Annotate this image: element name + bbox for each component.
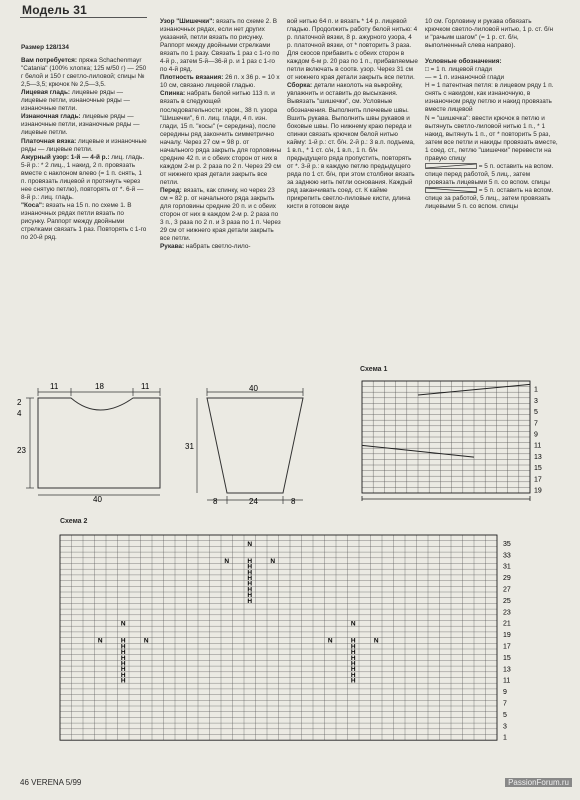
- schema-1-row-number: 15: [534, 465, 542, 473]
- lace-text: лиц. гладь. 5-й р.: * 2 лиц., 1 накид, 2 п. провязать вместе с наклоном влево (= 1 п. снять, 1 п. провязать лицевой и протянуть через нее снятую петлю), повторять от *. 6-й — 8-й р.: лиц. гладь.: [21, 153, 145, 201]
- schema-2-row-number: 3: [503, 723, 507, 731]
- patent-stitch-symbol: H: [350, 666, 356, 674]
- schema-2-row-number: 13: [503, 666, 511, 674]
- sleeve-label: Рукава:: [160, 243, 185, 251]
- cable-text: вязать на 15 п. по схеме 1. В изнаночных рядах петли вязать по рисунку. Раппорт между двойными стрелками связать 1 раз. Повторять с 1-го по 20-й ряд.: [21, 201, 147, 242]
- patent-stitch-symbol: H: [120, 637, 126, 645]
- patent-stitch-symbol: H: [350, 677, 356, 685]
- bobble-symbol: N: [373, 637, 379, 645]
- schema-1-row-number: 19: [534, 487, 542, 495]
- sleeve-continued-text: вой нитью 64 п. и вязать * 14 р. лицевой гладью. Продолжить работу белой нитью: 4 р. платочной вязки, 8 р. ажурного узора, 4 р. платочной вязки, от * повторить 3 раза. Для скосов прибавить с обеих сторон в каждом 6-м р. 20 раз по 1 п., прибавляемые петли включать в соотв. узор. Через 31 см от нижнего края детали закрыть все петли.: [287, 18, 418, 82]
- body-dim-height: 23: [17, 446, 26, 455]
- schema-2-row-number: 23: [503, 609, 511, 617]
- assembly-label: Сборка:: [287, 82, 313, 90]
- page-footer: 46 VERENA 5/99: [20, 778, 82, 787]
- legend-title: Условные обозначения:: [425, 58, 502, 66]
- bobble-symbol: N: [97, 637, 103, 645]
- bobble-label: Узор "Шишечки":: [160, 18, 215, 25]
- patent-stitch-symbol: H: [247, 563, 253, 571]
- schema-2-row-number: 5: [503, 711, 507, 719]
- finishing-text: 10 см. Горловину и рукава обвязать крючком светло-лиловой нитью, 1 р. ст. б/н и "рачьим шагом" (= 1 р. ст. б/н, выполненный слева направо).: [425, 18, 553, 50]
- column-1: [21, 44, 148, 242]
- column-3: [287, 18, 418, 211]
- back-label: Спинка:: [160, 90, 186, 98]
- patent-stitch-symbol: H: [247, 597, 253, 605]
- schema-2-row-number: 31: [503, 563, 511, 571]
- patent-stitch-symbol: H: [350, 649, 356, 657]
- cable-front-symbol-icon: [425, 163, 477, 169]
- schema-2-row-number: 1: [503, 734, 507, 742]
- schema-2-row-number: 27: [503, 586, 511, 594]
- body-schematic: [15, 378, 180, 503]
- body-dim-4: 4: [17, 409, 22, 418]
- schema-2-row-number: 19: [503, 632, 511, 640]
- patent-stitch-symbol: H: [350, 654, 356, 662]
- legend-purl: — = 1 п. изнаночной глади: [425, 74, 505, 82]
- schema-2-row-number: 33: [503, 552, 511, 560]
- patent-stitch-symbol: H: [247, 569, 253, 577]
- column-2: [160, 18, 282, 251]
- schema-2-row-number: 17: [503, 643, 511, 651]
- site-watermark: PassionForum.ru: [505, 778, 572, 787]
- patent-stitch-symbol: H: [120, 654, 126, 662]
- body-outline: [38, 398, 160, 488]
- schema-1-row-number: 11: [534, 442, 542, 450]
- schema-2-chart: [20, 530, 560, 770]
- cable-back-symbol-icon: [425, 187, 477, 193]
- patent-stitch-symbol: H: [120, 643, 126, 651]
- patent-stitch-symbol: H: [247, 586, 253, 594]
- patent-stitch-symbol: H: [120, 677, 126, 685]
- schema-1-chart: [360, 376, 560, 501]
- schema-1-row-number: 17: [534, 476, 542, 484]
- patent-stitch-symbol: H: [350, 660, 356, 668]
- sleeve-dim-middle: 24: [249, 497, 258, 505]
- bobble-symbol: N: [327, 637, 333, 645]
- garter-label: Платочная вязка:: [21, 137, 77, 145]
- body-dim-width: 40: [93, 495, 102, 503]
- patent-stitch-symbol: H: [120, 671, 126, 679]
- patent-stitch-symbol: H: [350, 643, 356, 651]
- stockinette-label: Лицевая гладь:: [21, 89, 71, 97]
- garter-text: лицевые и изнаночные ряды — лицевые петли.: [21, 137, 147, 153]
- bobble-symbol: N: [120, 620, 126, 628]
- legend-bobble: N = "шишечка": ввести крючок в петлю и вытянуть светло-лиловой нитью 1 п., * 1 накид, вытянуть 1 п., от * повторить 5 раз, затем все петли и накиды провязать вместе, 1 соед. ст., петлю "шишечки" перевести на правую спицу: [425, 114, 558, 162]
- bobble-text: вязать по схеме 2. В изнаночных рядах, если нет других указаний, петли вязать по рисунку. Раппорт между двойными стрелками вязать по 1 разу. Связать 1 раз с 1-го по 4-й р., затем 5-й—36-й р. и 1 раз с 1-го по 4-й ряд.: [160, 18, 280, 74]
- schema-1-grid: [362, 381, 530, 493]
- schema-1-row-number: 3: [534, 397, 538, 405]
- patent-stitch-symbol: H: [247, 557, 253, 565]
- patent-stitch-symbol: H: [247, 580, 253, 588]
- patent-stitch-symbol: H: [120, 660, 126, 668]
- size-heading: Размер 128/134: [21, 44, 69, 51]
- materials-text: пряжа Schachenmayr "Catania" (100% хлопка; 125 м/50 г) — 250 г белой и 150 г светло-лиловой; спицы № 2,5—3,5; крючок № 2,5—3,5.: [21, 57, 147, 89]
- legend-knit: □ = 1 п. лицевой глади: [425, 66, 492, 74]
- assembly-text: детали наколоть на выкройку, увлажнить и оставить до высыхания. Вывязать "шишечки", см. Условные обозначения. Выполнить плечевые швы. Вшить рукава. Выполнить швы рукавов и боковые швы. По нижнему краю переда и спинки связать крючком белой нитью кайму: 1-й р.: ст. б/н. 2-й р.: 3 в.п. подъема, 1 в.п., * 1 ст. с/н, 1 в.п., 1 п. б/н предыдущего ряда пропустить, повторять от *. 3-й р.: в каждую петлю предыдущего ряда по 1 ст. б/н, при этом столбики вязать за заднюю нить петли основания. Каждый ряд заканчивать соед. ст. К кайме прикрепить светло-лиловые кисти, длина кисти в готовом виде: [287, 82, 415, 211]
- front-text: вязать, как спинку, но через 23 см = 82 р. от начального ряда закрыть для горловины средние 20 п. и с обеих сторон от них в каждом 2-м р. 2 раза по 3 п., 3 раза по 2 п. и 3 раза по 1 п. Через 29 см от нижнего края детали закрыть все петли.: [160, 186, 281, 243]
- schema-1-row-number: 1: [534, 386, 538, 394]
- gauge-label: Плотность вязания:: [160, 74, 224, 82]
- legend-cable-front: = 5 п. оставить на вспом. спице перед работой, 5 лиц., затем провязать лицевыми 5 п. со вспом. спицы: [425, 162, 554, 186]
- sleeve-dim-top: 40: [249, 384, 258, 393]
- gauge-text: 26 п. х 36 р. = 10 х 10 см, связано лицевой гладью.: [160, 74, 280, 90]
- schema-1-row-number: 7: [534, 420, 538, 428]
- reverse-stockinette-text: лицевые ряды — изнаночные петли, изнаночные ряды — лицевые петли.: [21, 113, 140, 137]
- patent-stitch-symbol: H: [247, 575, 253, 582]
- schema-1-title: Схема 1: [360, 366, 388, 373]
- page-title: Модель 31: [22, 3, 87, 17]
- legend-cable-back: = 5 п. оставить на вспом. спице за работой, 5 лиц., затем провязать лицевыми 5 п. со вспом. спицы: [425, 186, 554, 211]
- schema-1-row-number: 9: [534, 431, 538, 439]
- lace-label: Ажурный узор: 1-й — 4-й р.:: [21, 153, 110, 161]
- stockinette-text: лицевые ряды — лицевые петли, изнаночные ряды — изнаночные петли.: [21, 89, 130, 113]
- patent-stitch-symbol: H: [350, 671, 356, 679]
- schema-2-row-number: 11: [503, 677, 511, 685]
- sleeve-outline: [207, 398, 303, 493]
- sleeve-schematic: [185, 383, 330, 505]
- reverse-stockinette-label: Изнаночная гладь:: [21, 113, 81, 121]
- patent-stitch-symbol: H: [120, 649, 126, 657]
- schema-2-row-number: 35: [503, 540, 511, 548]
- sleeve-text: набрать светло-лило-: [185, 243, 251, 251]
- schema-2-row-number: 25: [503, 597, 511, 605]
- patent-stitch-symbol: H: [350, 637, 356, 645]
- bobble-symbol: N: [247, 540, 253, 548]
- schema-1-row-number: 13: [534, 453, 542, 461]
- sleeve-dim-left: 8: [213, 497, 218, 505]
- title-divider: [20, 17, 147, 18]
- patent-stitch-symbol: H: [120, 666, 126, 674]
- body-dim-top-right: 11: [141, 382, 150, 391]
- materials-label: Вам потребуется:: [21, 57, 78, 65]
- body-dim-neck: 18: [95, 382, 104, 391]
- sleeve-dim-height: 31: [185, 442, 194, 451]
- schema-2-row-number: 21: [503, 620, 511, 628]
- bobble-symbol: N: [350, 620, 356, 628]
- column-4: [425, 18, 558, 211]
- bobble-symbol: N: [143, 637, 149, 645]
- legend-patent: H = 1 патентная петля: в лицевом ряду 1 п. снять с накидом, как изнаночную, в изнаночном ряду петлю и накид провязать вместе лицевой: [425, 82, 554, 114]
- schema-2-row-number: 7: [503, 700, 507, 708]
- schema-1-row-number: 5: [534, 409, 538, 417]
- body-dim-top-left: 11: [50, 382, 59, 391]
- cable-label: "Коса":: [21, 201, 45, 209]
- schema-2-title: Схема 2: [60, 518, 88, 525]
- schema-2-row-number: 15: [503, 654, 511, 662]
- schema-2-row-number: 9: [503, 689, 507, 697]
- back-text: набрать белой нитью 113 п. и вязать в следующей последовательности: кром., 38 п. узора "Шишечки", 6 п. лиц. глади, 4 п. изн. глади, 15 п. "косы" (= середина), после середины ряд закончить симметрично началу. Через 27 см = 98 р. от начального ряда закрыть для горловины средние 42 п. и с обеих сторон от них в каждом 2-м р. 2 раза по 2 п. Через 29 см от нижнего края детали закрыть все петли.: [160, 90, 282, 186]
- body-dim-2: 2: [17, 398, 22, 407]
- sleeve-dim-right: 8: [291, 497, 296, 505]
- front-label: Перед:: [160, 186, 182, 194]
- schema-2-row-number: 29: [503, 575, 511, 583]
- bobble-symbol: N: [270, 557, 276, 565]
- bobble-symbol: N: [224, 557, 230, 565]
- patent-stitch-symbol: H: [247, 592, 253, 600]
